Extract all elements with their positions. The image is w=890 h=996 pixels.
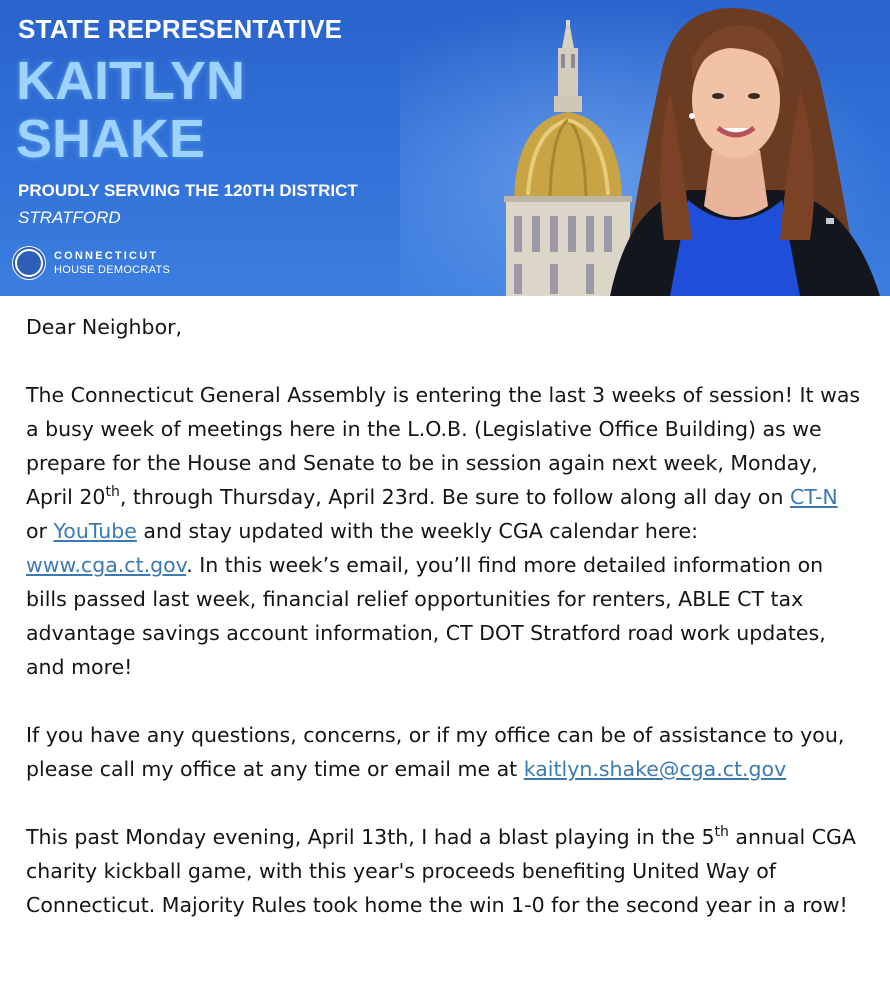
paragraph-contact bbox=[26, 718, 864, 786]
state-seal-icon bbox=[12, 246, 46, 280]
para3-text-1: This past Monday evening, April 13th, I had a blast playing in the 5 bbox=[26, 825, 715, 849]
paragraph-kickball bbox=[26, 820, 864, 922]
para1-text-2: , through Thursday, April 23rd. Be sure to follow along all day on bbox=[119, 485, 790, 509]
house-democrats-logo bbox=[12, 246, 170, 280]
header-eyebrow: STATE REPRESENTATIVE bbox=[18, 14, 343, 44]
para3-text-2: annual CGA charity kickball game, with this year's proceeds benefiting United Way of Connecticut. Majority Rules took home the win 1-0 for the second year in a row! bbox=[26, 825, 856, 917]
newsletter-header bbox=[0, 0, 890, 296]
para2-text-1: If you have any questions, concerns, or if my office can be of assistance to you, please call my office at any time or email me at bbox=[26, 723, 845, 781]
logo-line-1: CONNECTICUT bbox=[54, 250, 159, 262]
para1-text-4: and stay updated with the weekly CGA calendar here: bbox=[136, 519, 699, 543]
para3-superscript: th bbox=[714, 824, 729, 841]
name-last: SHAKE bbox=[16, 109, 206, 169]
email-body bbox=[0, 296, 890, 922]
email-link[interactable]: kaitlyn.shake@cga.ct.gov bbox=[523, 757, 787, 781]
para1-text-5: . In this week’s email, you’ll find more detailed information on bills passed last week, financial relief opportunities for renters, ABLE CT tax advantage savings account information, CT DOT Stratford road work updates, and more! bbox=[26, 553, 826, 679]
cga-website-link[interactable]: www.cga.ct.gov bbox=[26, 553, 187, 577]
para1-superscript: th bbox=[105, 484, 120, 501]
representative-portrait bbox=[600, 0, 890, 296]
ctn-link[interactable]: CT-N bbox=[789, 485, 838, 509]
representative-name bbox=[16, 52, 245, 168]
town-line: STRATFORD bbox=[18, 208, 121, 227]
name-first: KAITLYN bbox=[16, 51, 246, 111]
para1-text-3: or bbox=[26, 519, 54, 543]
greeting: Dear Neighbor, bbox=[26, 315, 183, 339]
paragraph-session-update bbox=[26, 378, 864, 684]
logo-line-2: HOUSE DEMOCRATS bbox=[54, 264, 171, 276]
youtube-link[interactable]: YouTube bbox=[53, 519, 137, 543]
district-line: PROUDLY SERVING THE 120TH DISTRICT bbox=[18, 181, 358, 200]
para1-text-1: The Connecticut General Assembly is entering the last 3 weeks of session! It was a busy week of meetings here in the L.O.B. (Legislative Office Building) as we prepare for the House and Senate to be in session again next week, Monday, April 20 bbox=[26, 383, 861, 509]
